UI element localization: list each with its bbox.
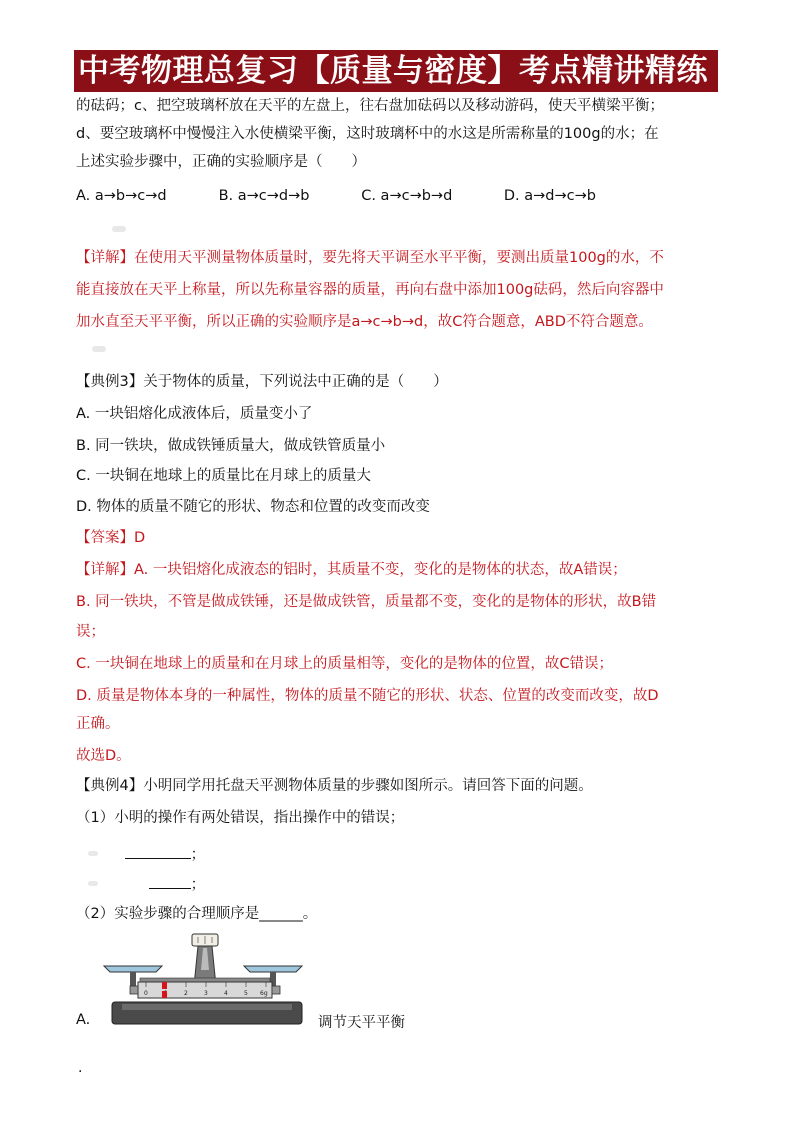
q3-option-a: A. 一块铝熔化成液体后，质量变小了 bbox=[76, 406, 313, 422]
rider-marker bbox=[162, 991, 167, 998]
rider-marker bbox=[162, 982, 167, 989]
q4-part-2: （2）实验步骤的合理顺序是______。 bbox=[76, 906, 318, 922]
q2-explanation-1: 【详解】在使用天平测量物体质量时，要先将天平调至水平平衡，要测出质量100g的水，不 bbox=[76, 250, 664, 266]
q2-line-2: d、要空玻璃杯中慢慢注入水使横梁平衡，这时玻璃杯中的水这是所需称量的100g的水；在 bbox=[76, 126, 659, 142]
q2-line-3: 上述实验步骤中，正确的实验顺序是（ ） bbox=[76, 154, 366, 170]
q4-blank-row-1 bbox=[88, 842, 205, 865]
q2-explanation-2: 能直接放在天平上称量，所以先称量容器的质量，再向右盘中添加100g砝码，然后向容器中 bbox=[76, 282, 664, 298]
q4-part-1: （1）小明的操作有两处错误，指出操作中的错误； bbox=[76, 810, 405, 826]
q2-option-c: C. a→c→b→d bbox=[361, 188, 453, 204]
figure-label-a: A. bbox=[76, 1012, 91, 1028]
q2-explanation-3: 加水直至天平平衡，所以正确的实验顺序是a→c→b→d，故C符合题意，ABD不符合题意。 bbox=[76, 314, 653, 330]
scan-smudge bbox=[92, 346, 106, 352]
trailing-dot: . bbox=[78, 1060, 83, 1076]
balance-nut-left bbox=[130, 986, 138, 994]
answer-blank-1[interactable] bbox=[125, 842, 191, 859]
balance-nut-right bbox=[272, 986, 280, 994]
scale-tick-label: 6g bbox=[260, 990, 268, 997]
scale-tick-label: 0 bbox=[144, 990, 148, 997]
q2-line-1: 的砝码；c、把空玻璃杯放在天平的左盘上，往右盘加砝码以及移动游码，使天平横梁平衡； bbox=[76, 98, 664, 114]
q3-explanation-6: 正确。 bbox=[76, 716, 120, 732]
q2-option-d: D. a→d→c→b bbox=[503, 188, 596, 204]
q3-option-b: B. 同一铁块，做成铁锤质量大，做成铁管质量小 bbox=[76, 438, 386, 454]
scale-tick-label: 2 bbox=[184, 990, 188, 997]
scan-smudge bbox=[88, 881, 98, 886]
balance-scale-figure bbox=[100, 930, 310, 1030]
scan-smudge bbox=[112, 226, 126, 232]
q3-explanation-4: C. 一块铜在地球上的质量和在月球上的质量相等，变化的是物体的位置，故C错误； bbox=[76, 656, 613, 672]
q3-answer: 【答案】D bbox=[76, 530, 146, 546]
q3-explanation-5: D. 质量是物体本身的一种属性，物体的质量不随它的形状、状态、位置的改变而改变，故D bbox=[76, 688, 659, 704]
q4-stem: 【典例4】小明同学用托盘天平测物体质量的步骤如图所示。请回答下面的问题。 bbox=[76, 778, 593, 794]
q2-option-a: A. a→b→c→d bbox=[76, 188, 167, 204]
scan-smudge bbox=[88, 851, 98, 856]
q4-blank-row-2 bbox=[88, 872, 205, 895]
q3-option-d: D. 物体的质量不随它的形状、物态和位置的改变而改变 bbox=[76, 499, 430, 515]
blank-2-terminator: ； bbox=[190, 877, 206, 893]
blank-1-terminator: ； bbox=[190, 847, 206, 863]
scale-tick-label: 4 bbox=[224, 990, 228, 997]
scale-tick-label: 3 bbox=[204, 990, 208, 997]
scale-tick-label: 5 bbox=[244, 990, 248, 997]
q3-explanation-2: B. 同一铁块，不管是做成铁锤，还是做成铁管，质量都不变，变化的是物体的形状，故B错 bbox=[76, 594, 657, 610]
page-banner-title: 中考物理总复习【质量与密度】考点精讲精练 bbox=[74, 50, 718, 92]
figure-caption: 调节天平平衡 bbox=[318, 1015, 405, 1031]
q2-options bbox=[76, 186, 642, 206]
q2-option-b: B. a→c→d→b bbox=[218, 188, 310, 204]
q3-stem: 【典例3】关于物体的质量，下列说法中正确的是（ ） bbox=[76, 374, 448, 390]
balance-scale-illustration bbox=[100, 930, 310, 1030]
q3-explanation-1: 【详解】A. 一块铝熔化成液态的铝时，其质量不变，变化的是物体的状态，故A错误； bbox=[76, 562, 627, 578]
q3-option-c: C. 一块铜在地球上的质量比在月球上的质量大 bbox=[76, 468, 371, 484]
q3-explanation-3: 误； bbox=[76, 624, 105, 640]
answer-blank-2[interactable] bbox=[149, 872, 191, 889]
q3-conclusion: 故选D。 bbox=[76, 748, 131, 764]
